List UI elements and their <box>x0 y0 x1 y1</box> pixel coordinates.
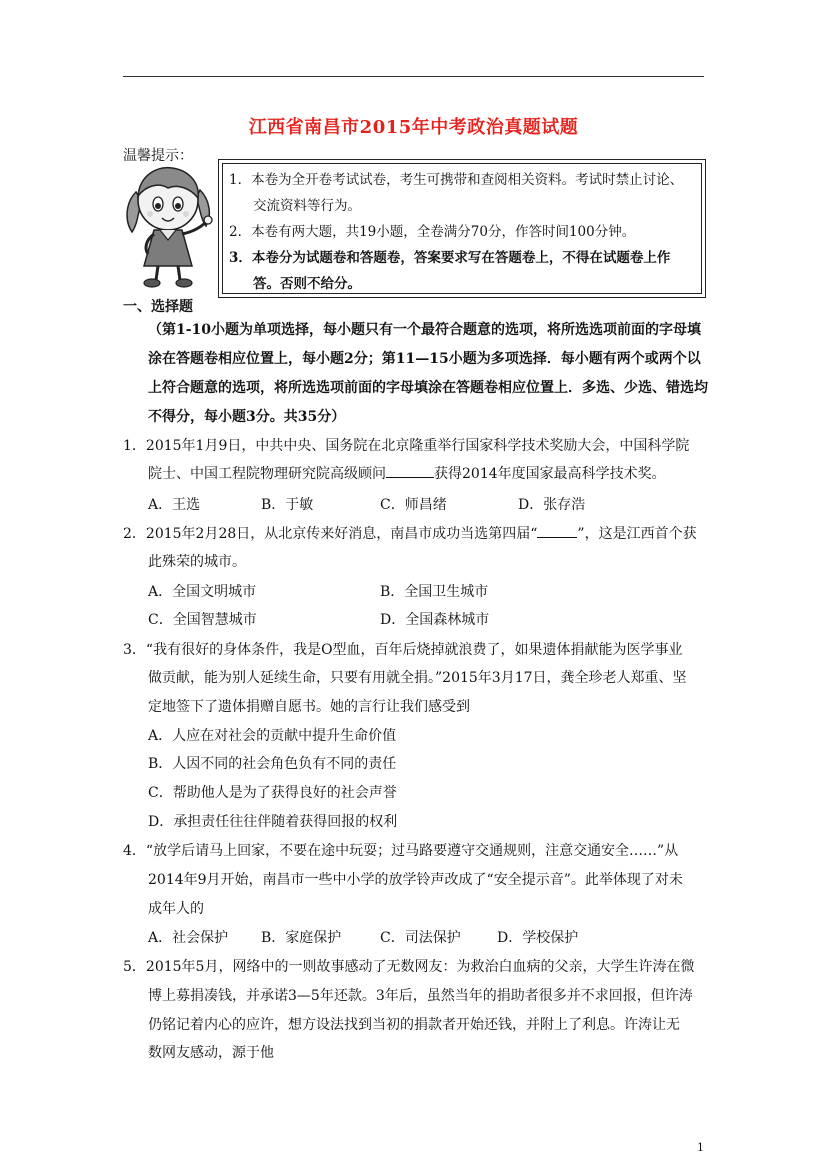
q5-line-3: 仍铭记着内心的应许，想方设法找到当初的捐款者开始还钱，并附上了利息。许涛让无 <box>148 1017 680 1033</box>
q4-option-b: B．家庭保护 <box>261 930 342 946</box>
hint-label: 温馨提示： <box>123 148 193 164</box>
q2-option-c: C．全国智慧城市 <box>148 612 257 628</box>
q5-line-1: 5．2015年5月，网络中的一则故事感动了无数网友：为救治白血病的父亲，大学生许涛在微 <box>123 959 695 975</box>
q4-option-d: D．学校保护 <box>497 930 579 946</box>
q4-line-3: 成年人的 <box>148 901 204 917</box>
q1-line-2 <box>148 463 666 483</box>
q1-line-2-text-b: 获得2014年度国家最高科学技术奖。 <box>434 466 666 482</box>
page-title: 江西省南昌市2015年中考政治真题试题 <box>248 117 579 138</box>
q4-line-1: 4．“放学后请马上回家，不要在途中玩耍；过马路要遵守交通规则，注意交通安全……”从 <box>123 843 679 859</box>
q3-line-3: 定地签下了遗体捐赠自愿书。她的言行让我们感受到 <box>148 699 470 715</box>
q1-option-a: A．王选 <box>148 497 201 513</box>
q5-line-2: 博上募捐凑钱，并承诺3—5年还款。3年后，虽然当年的捐助者很多并不求回报，但许涛 <box>148 988 693 1004</box>
page-number: 1 <box>697 1141 704 1154</box>
q3-line-2: 做贡献，能为别人延续生命，只要有用就全捐。”2015年3月17日，龚全珍老人郑重、坚 <box>148 670 687 686</box>
notice-1-line-1: 1．本卷为全开卷考试试卷，考生可携带和查阅相关资料。考试时禁止讨论、 <box>229 172 684 188</box>
q3-line-1: 3．“我有很好的身体条件，我是O型血，百年后烧掉就浪费了，如果遗体捐献能为医学事业 <box>123 642 683 658</box>
q3-option-b: B．人因不同的社会角色负有不同的责任 <box>148 756 397 772</box>
q2-line-1 <box>123 523 697 543</box>
notice-item-1 <box>229 167 699 219</box>
q2-line-1-text-b: ”，这是江西首个获 <box>577 526 697 542</box>
q1-option-d: D．张存浩 <box>518 497 586 513</box>
answer-blank <box>537 523 577 538</box>
q4-option-a: A．社会保护 <box>148 930 229 946</box>
q4-line-2: 2014年9月开始，南昌市一些中小学的放学铃声改成了“安全提示音”。此举体现了对未 <box>148 872 683 888</box>
q2-line-1-text-a: 2．2015年2月28日，从北京传来好消息，南昌市成功当选第四届“ <box>123 526 538 542</box>
q1-option-b: B．于敏 <box>261 497 314 513</box>
notice-item-2: 2．本卷有两大题，共19小题，全卷满分70分，作答时间100分钟。 <box>229 224 636 240</box>
notice-3-line-2: 答。否则不给分。 <box>253 276 361 292</box>
notice-1-line-2: 交流资料等行为。 <box>253 198 361 214</box>
q2-option-a: A．全国文明城市 <box>148 584 257 600</box>
q3-option-a: A．人应在对社会的贡献中提升生命价值 <box>148 728 397 744</box>
q3-option-d: D．承担责任往往伴随着获得回报的权利 <box>148 814 398 830</box>
section-title: 一、选择题 <box>123 299 193 315</box>
answer-blank <box>386 463 434 478</box>
header-rule <box>123 76 704 77</box>
q1-option-c: C．师昌绪 <box>380 497 447 513</box>
q2-line-2: 此殊荣的城市。 <box>148 554 246 570</box>
cartoon-girl-pointing-icon <box>118 162 218 290</box>
q1-line-1: 1．2015年1月9日，中共中央、国务院在北京隆重举行国家科学技术奖励大会，中国科学院 <box>123 438 690 454</box>
q5-line-4: 数网友感动，源于他 <box>148 1045 274 1061</box>
q3-option-c: C．帮助他人是为了获得良好的社会声誉 <box>148 785 397 801</box>
notice-item-3 <box>229 245 699 297</box>
q2-option-d: D．全国森林城市 <box>380 612 490 628</box>
notice-3-line-1: 3．本卷分为试题卷和答题卷，答案要求写在答题卷上，不得在试题卷上作 <box>229 250 671 266</box>
q1-line-2-text-a: 院士、中国工程院物理研究院高级顾问 <box>148 466 386 482</box>
q4-option-c: C．司法保护 <box>380 930 461 946</box>
q2-option-b: B．全国卫生城市 <box>380 584 489 600</box>
section-instructions: （第1-10小题为单项选择，每小题只有一个最符合题意的选项，将所选选项前面的字母填涂在答题卷相应位置上，每小题2分；第11—15小题为多项选择．每小题有两个或两个以上符合题意的选项，将所选选项前面的字母填涂在答题卷相应位置上．多选、少选、错选均不得分，每小题3分。共35分） <box>148 322 708 425</box>
notice-box <box>218 159 706 298</box>
